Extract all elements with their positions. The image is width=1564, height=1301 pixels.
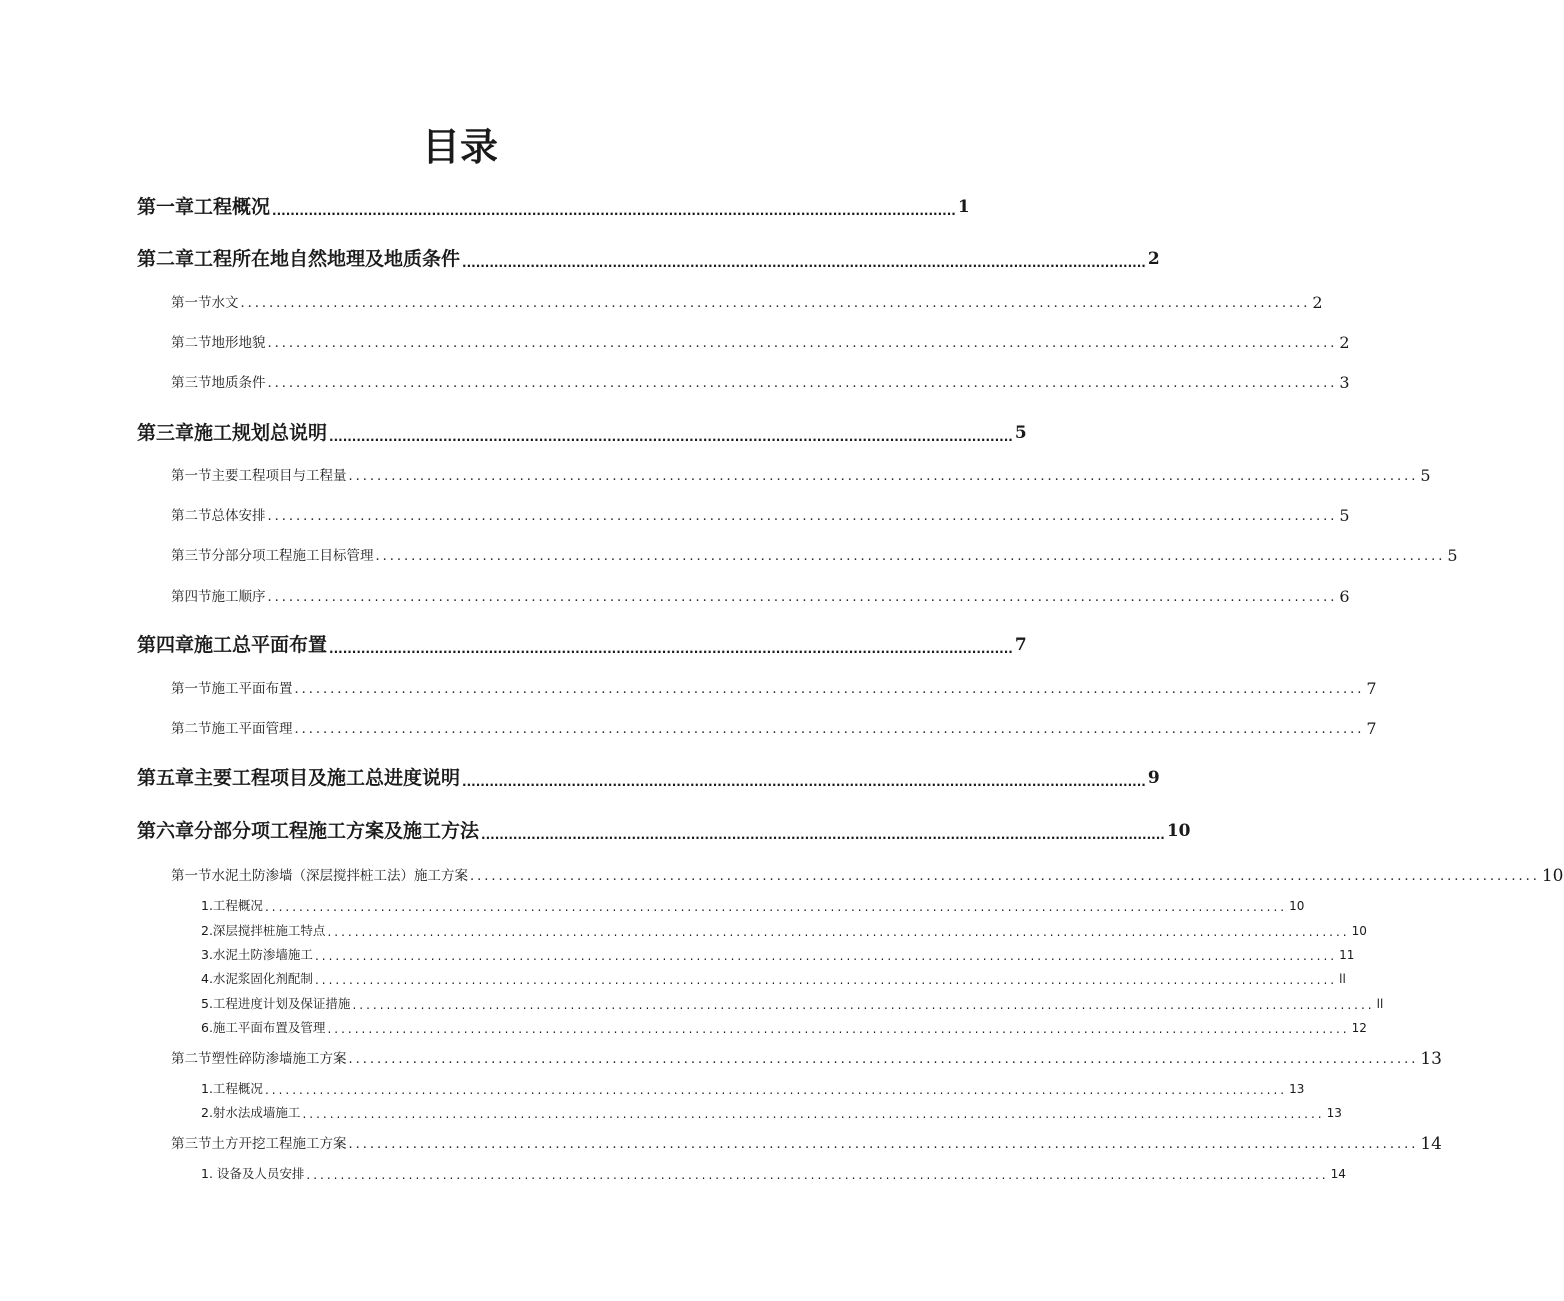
toc-entry-page: 5 [1420,466,1431,485]
toc-entry-page: 7 [1014,635,1027,655]
toc-entry-number: 2 [201,1105,209,1120]
toc-entry-number: 6 [201,1020,209,1035]
toc-entry-page: 10 [1351,924,1367,938]
toc-entry-chapter-3[interactable]: 第三章施工规划总说明 ...................................................................................................................................................... 5 [137,418,805,448]
toc-entry-page: ll [1376,997,1384,1011]
toc-entry-number: 5 [201,996,209,1011]
toc-entry-title: 第三节地质条件 [171,375,266,391]
toc-entry-section[interactable]: 第一节施工平面布置 ...................................................................................................................................................... 7 [171,677,805,701]
toc-entry-subsection[interactable]: 1 . 设备及人员安排 ...................................................................................................................................................... 14 [201,1163,805,1185]
toc-entry-title: 第一节水泥土防渗墙（深层搅拌桩工法）施工方案 [171,868,468,884]
toc-entry-chapter-6[interactable]: 第六章分部分项工程施工方案及施工方法 ...................................................................................................................................................... 10 [137,816,805,846]
toc-entry-page: 10 [1166,821,1191,841]
toc-entry-page: 2 [1312,293,1323,312]
toc-entry-title: .水泥土防渗墙施工 [208,947,313,962]
toc-entry-subsection[interactable]: 6 .施工平面布置及管理 ...................................................................................................................................................... 12 [201,1017,805,1039]
toc-entry-page: 10 [1289,899,1305,913]
toc-entry-page: 14 [1420,1134,1442,1154]
toc-entry-page: 2 [1147,249,1160,269]
toc-entry-title: 第一节水文 [171,295,239,311]
toc-entry-section[interactable]: 第一节主要工程项目与工程量 ...................................................................................................................................................... 5 [171,464,805,488]
toc-entry-number: 3 [201,947,209,962]
toc-entry-number: 4 [201,971,209,986]
toc-entry-section[interactable]: 第二节塑性碎防渗墙施工方案 ...................................................................................................................................................... 13 [171,1049,1442,1069]
toc-entry-page: 14 [1330,1167,1346,1181]
toc-entry-title: 第一章工程概况 [137,196,271,218]
toc-entry-title: .深层搅拌桩施工特点 [208,923,326,938]
toc-entry-page: 11 [1339,948,1355,962]
toc-entry-chapter-4[interactable]: 第四章施工总平面布置 ...................................................................................................................................................... 7 [137,630,805,660]
toc-entry-subsection[interactable]: 4 .水泥浆固化剂配制 ...................................................................................................................................................... ll [201,968,805,990]
toc-entry-page: 13 [1326,1106,1342,1120]
toc-entry-subsection[interactable]: 1 .工程概况 ...................................................................................................................................................... 10 [201,895,805,917]
toc-entry-title: .射水法成墙施工 [208,1105,301,1120]
toc-entry-page: 13 [1289,1082,1305,1096]
toc-entry-title: 第三章施工规划总说明 [137,422,328,444]
toc-entry-title: 第三节分部分项工程施工目标管理 [171,548,374,564]
toc-entry-section[interactable]: 第三节分部分项工程施工目标管理 ...................................................................................................................................................... 5 [171,544,805,568]
toc-entry-page: 1 [957,197,970,217]
toc-entry-section[interactable]: 第二节施工平面管理 ...................................................................................................................................................... 7 [171,717,805,741]
toc-entry-section[interactable]: 第二节总体安排 ...................................................................................................................................................... 5 [171,504,805,528]
toc-entry-page: 5 [1339,506,1350,525]
toc-entry-subsection[interactable]: 5 .工程进度计划及保证措施 ...................................................................................................................................................... ll [201,993,805,1015]
toc-entry-page: 12 [1351,1021,1367,1035]
toc-entry-number: 2 [201,923,209,938]
toc-entry-subsection[interactable]: 3 .水泥土防渗墙施工 ...................................................................................................................................................... 11 [201,944,805,966]
toc-entry-page: 7 [1366,719,1377,738]
toc-entry-subsection[interactable]: 2 .射水法成墙施工 ...................................................................................................................................................... 13 [201,1102,805,1124]
toc-entry-title: 第二节总体安排 [171,508,266,524]
toc-entry-page: 13 [1420,1049,1442,1069]
toc-entry-title: 第三节土方开挖工程施工方案 [171,1136,347,1152]
toc-entry-subsection[interactable]: 2 .深层搅拌桩施工特点 ...................................................................................................................................................... 10 [201,920,805,942]
toc-entry-section[interactable]: 第三节土方开挖工程施工方案 ...................................................................................................................................................... 14 [171,1134,1442,1154]
toc-entry-number: 1 [201,898,209,913]
toc-entry-page: 5 [1447,546,1458,565]
toc-entry-title: .施工平面布置及管理 [208,1020,326,1035]
toc-entry-title: .工程概况 [208,898,263,913]
toc-entry-page: 3 [1339,373,1350,392]
toc-entry-page: 7 [1366,679,1377,698]
toc-entry-page: 2 [1339,333,1350,352]
toc-entry-page: ll [1339,972,1346,986]
toc-entry-title: . 设备及人员安排 [208,1166,305,1181]
toc-entry-title: .工程概况 [208,1081,263,1096]
toc-entry-title: 第二节塑性碎防渗墙施工方案 [171,1051,347,1067]
toc-entry-chapter-1[interactable]: 第一章工程概况 ...................................................................................................................................................... 1 [137,192,805,222]
toc-entry-subsection[interactable]: 1 .工程概况 ...................................................................................................................................................... 13 [201,1078,805,1100]
toc-entry-number: 1 [201,1081,209,1096]
toc-entry-title: 第二节地形地貌 [171,335,266,351]
page-title: 目录 [421,125,498,169]
toc-entry-section[interactable]: 第四节施工顺序 ...................................................................................................................................................... 6 [171,585,805,609]
toc-entry-title: 第一节主要工程项目与工程量 [171,468,347,484]
toc-entry-page: 10 [1541,866,1564,886]
toc-entry-title: .工程进度计划及保证措施 [208,996,351,1011]
toc-entry-title: 第六章分部分项工程施工方案及施工方法 [137,820,480,842]
toc-entry-title: 第四章施工总平面布置 [137,634,328,656]
toc-entry-chapter-2[interactable]: 第二章工程所在地自然地理及地质条件 ...................................................................................................................................................... 2 [137,244,805,274]
toc-entry-page: 9 [1147,768,1160,788]
toc-entry-title: 第二章工程所在地自然地理及地质条件 [137,248,461,270]
toc-entry-section[interactable]: 第一节水泥土防渗墙（深层搅拌桩工法）施工方案 ...................................................................................................................................................... 10 [171,866,1564,886]
toc-entry-title: 第二节施工平面管理 [171,721,293,737]
toc-entry-number: 1 [201,1166,209,1181]
toc-entry-title: 第四节施工顺序 [171,589,266,605]
toc-entry-title: 第一节施工平面布置 [171,681,293,697]
toc-entry-section[interactable]: 第一节水文 ...................................................................................................................................................... 2 [171,291,805,315]
toc-entry-page: 5 [1014,423,1027,443]
toc-entry-section[interactable]: 第二节地形地貌 ...................................................................................................................................................... 2 [171,331,805,355]
toc-entry-title: .水泥浆固化剂配制 [208,971,313,986]
toc-entry-section[interactable]: 第三节地质条件 ...................................................................................................................................................... 3 [171,371,805,395]
toc-entry-page: 6 [1339,587,1350,606]
toc-entry-title: 第五章主要工程项目及施工总进度说明 [137,767,461,789]
toc-entry-chapter-5[interactable]: 第五章主要工程项目及施工总进度说明 ...................................................................................................................................................... 9 [137,763,805,793]
